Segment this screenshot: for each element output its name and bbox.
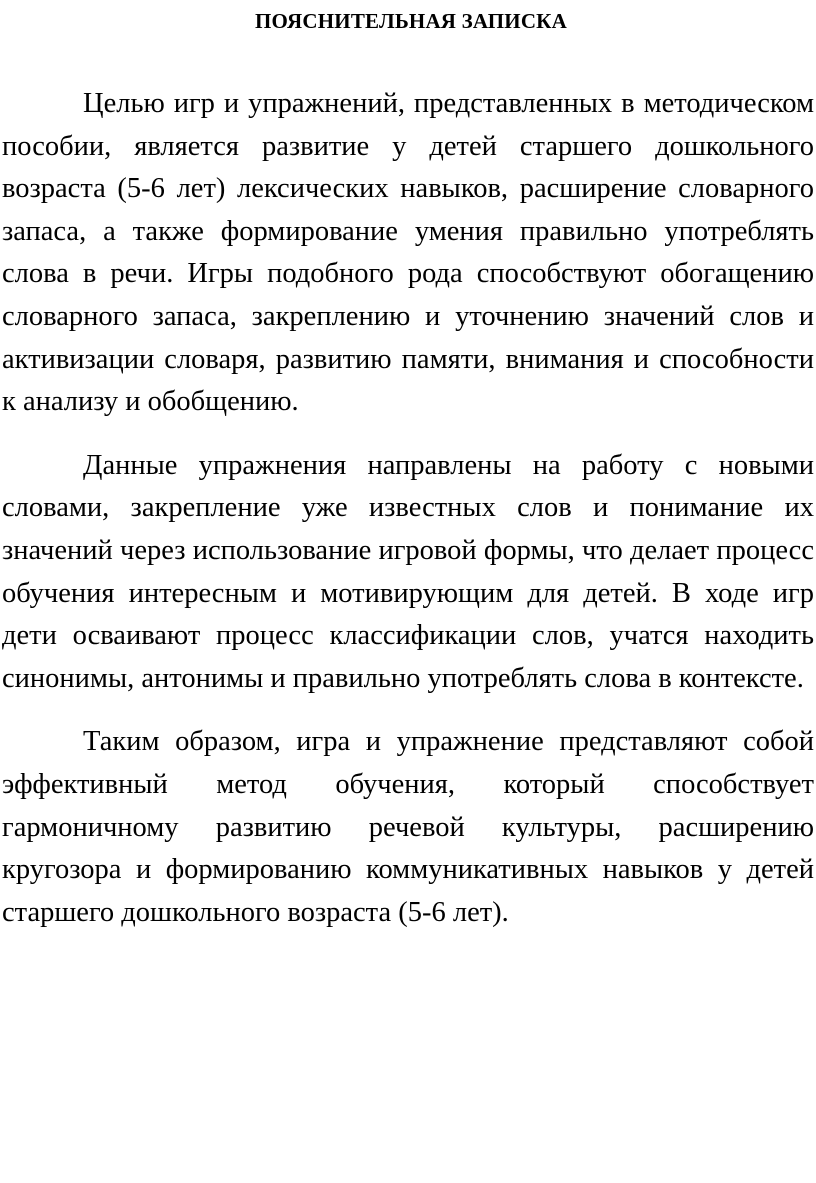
paragraph-conclusion: Таким образом, игра и упражнение представляют собой эффективный метод обучения, который способствует гармоничному развитию речевой культуры, расширению кругозора и формированию коммуникативных навыков у детей старшего дошкольного возраста (5-6 лет). [2,726,814,928]
paragraph-purpose: Целью игр и упражнений, представленных в методическом пособии, является развитие у детей старшего дошкольного возраста (5-6 лет) лексических навыков, расширение словарного запаса, а также формирование умения правильно употреблять слова в речи. Игры подобного рода способствуют обогащению словарного запаса, закреплению и уточнению значений слов и активизации словаря, развитию памяти, внимания и способности к анализу и обобщению. [2,88,814,418]
paragraph-exercises: Данные упражнения направлены на работу с новыми словами, закрепление уже известных слов и понимание их значений через использование игровой формы, что делает процесс обучения интересным и мотивирующим для детей. В ходе игр дети осваивают процесс классификации слов, учатся находить синонимы, антонимы и правильно употреблять слова в контексте. [2,449,814,694]
document-title: ПОЯСНИТЕЛЬНАЯ ЗАПИСКА [255,9,567,33]
document-body [2,83,814,934]
